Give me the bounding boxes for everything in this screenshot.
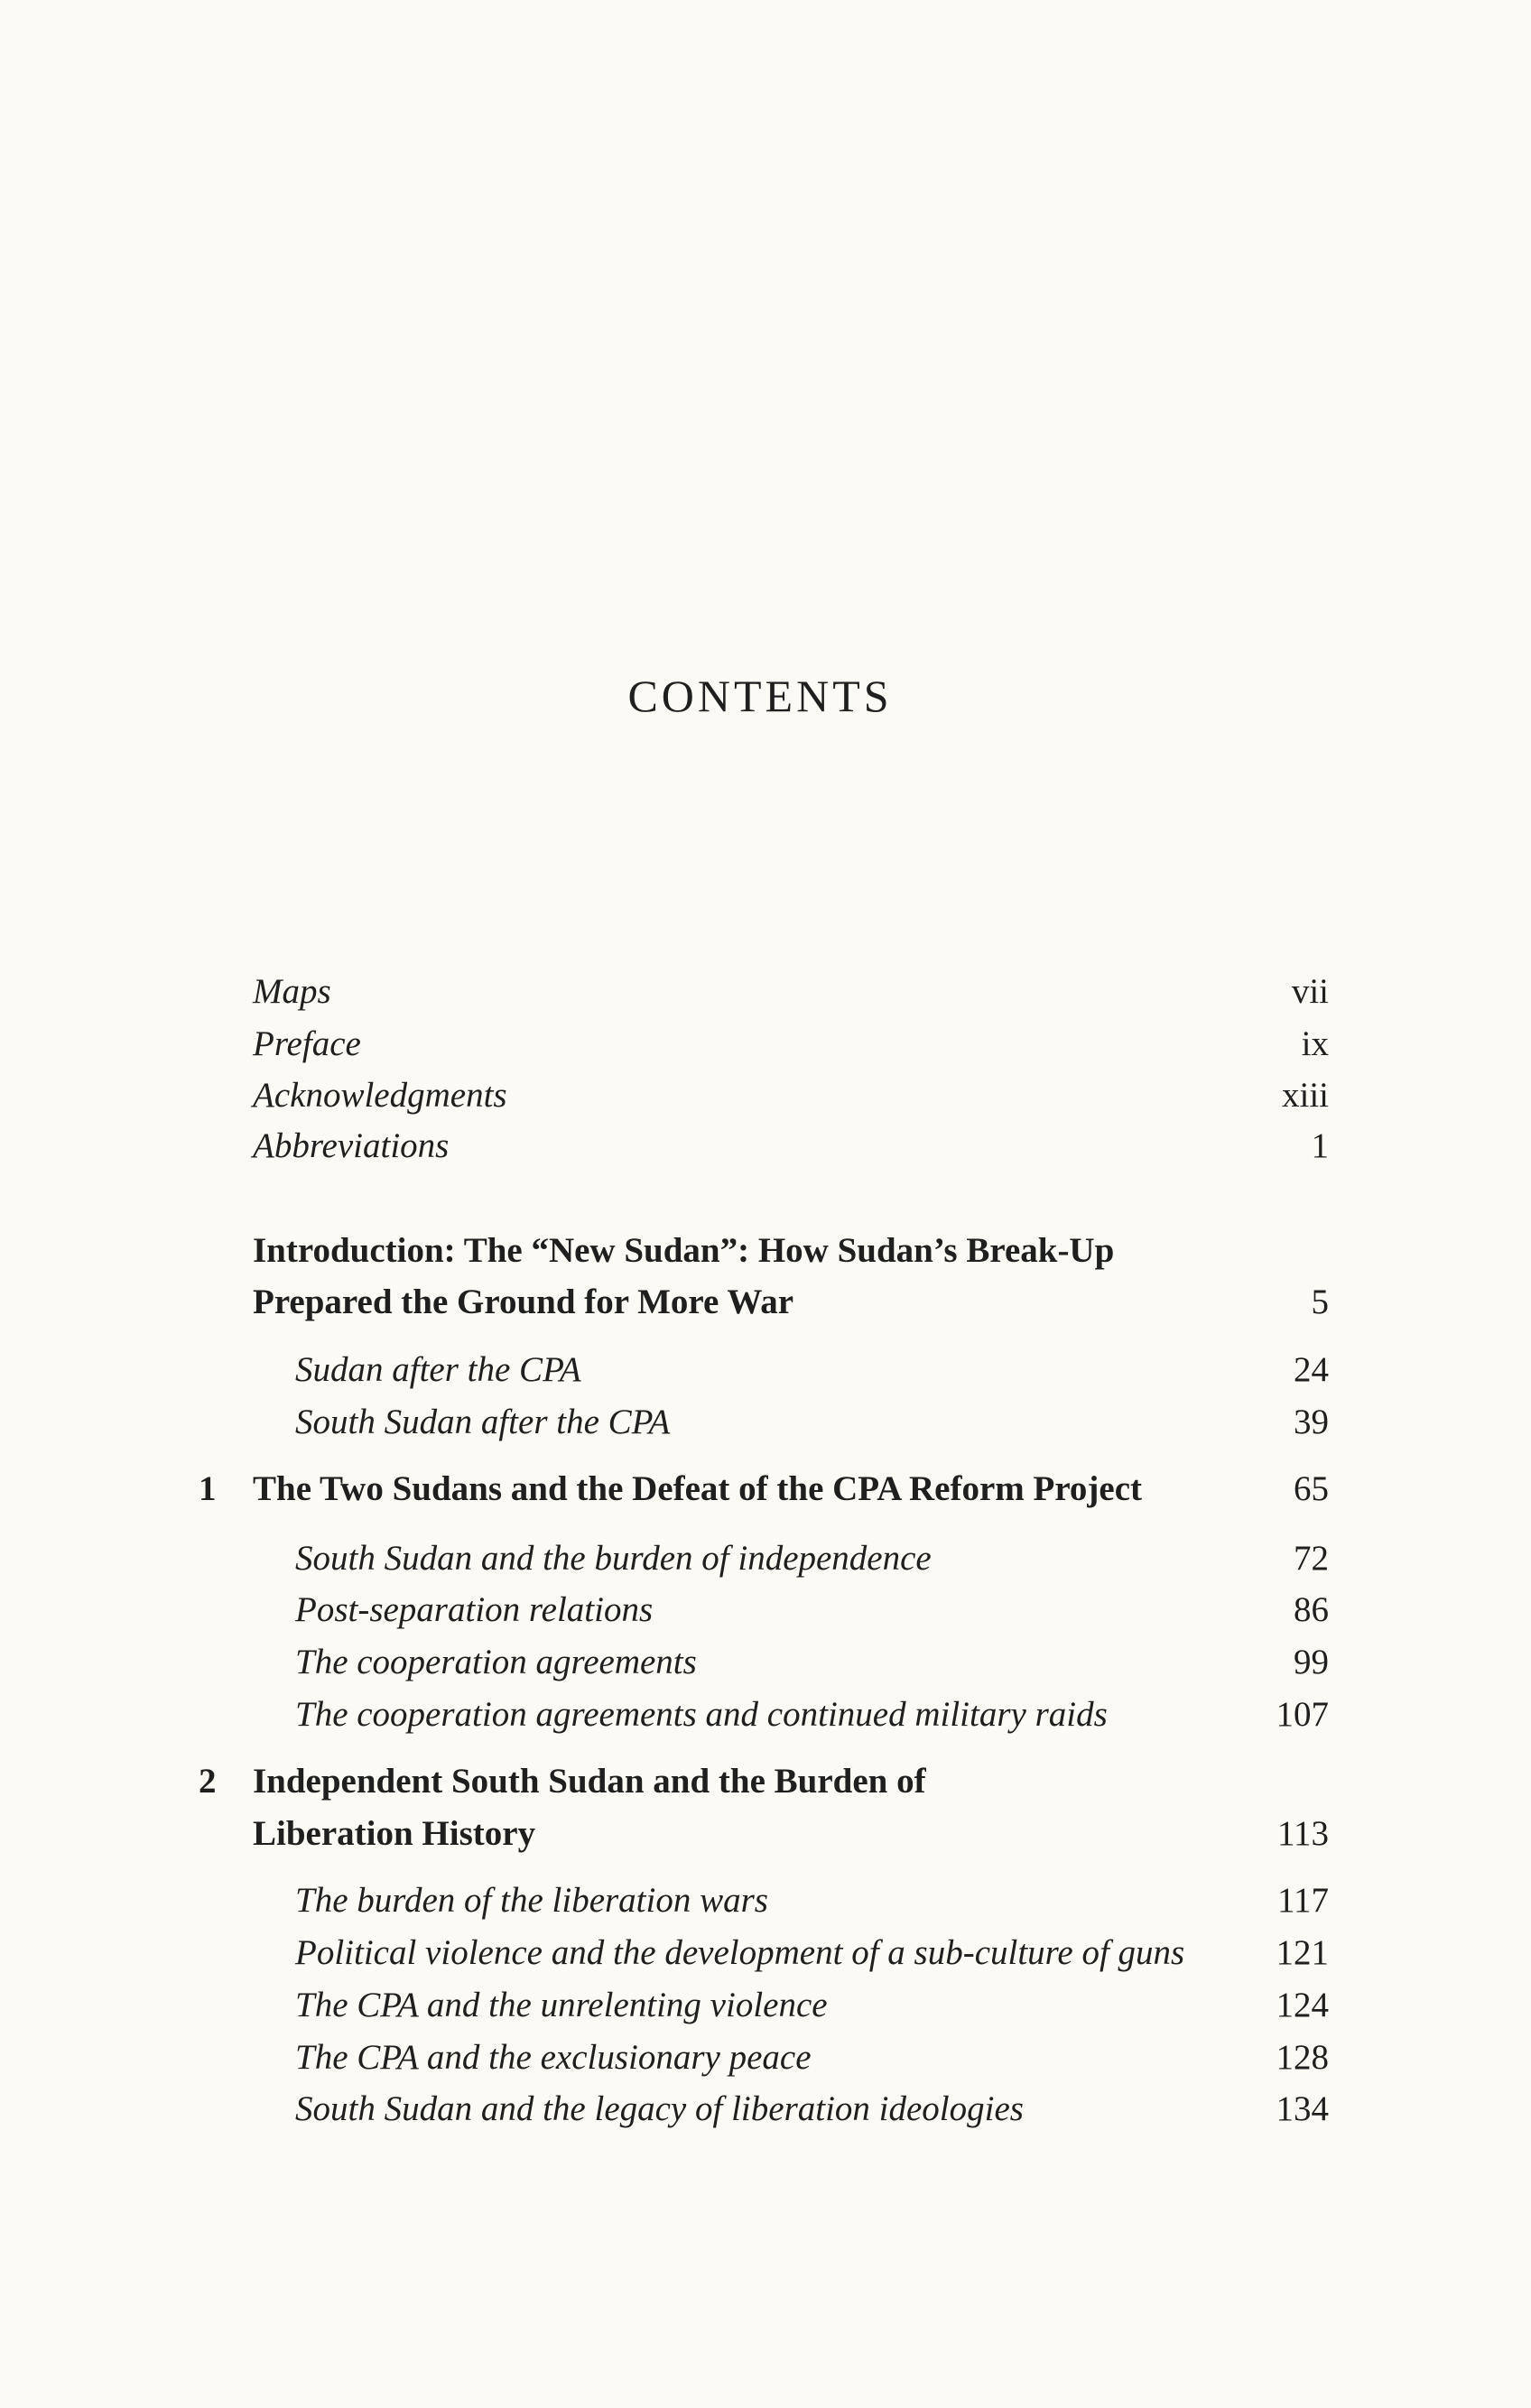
entry-page: 86 [1294,1590,1329,1629]
toc-entry[interactable] [199,966,1329,1018]
entry-label: Post-separation relations [295,1590,654,1629]
entry-page: 134 [1276,2089,1329,2128]
toc-entry[interactable] [199,1070,1329,1122]
entry-page: 39 [1294,1403,1329,1441]
chapter-number: 1 [199,1469,217,1508]
toc-section[interactable] [199,2032,1329,2084]
toc-section[interactable] [199,1533,1329,1585]
toc-section[interactable] [199,1584,1329,1636]
entry-label: The burden of the liberation wars [295,1881,768,1920]
entry-label: Abbreviations [253,1126,450,1165]
entry-label: South Sudan and the burden of independence [295,1539,932,1578]
toc-section[interactable] [199,1344,1329,1396]
toc-entry[interactable] [199,1018,1329,1070]
entry-page: vii [1291,972,1329,1011]
entry-label: South Sudan and the legacy of liberation ideologies [295,2089,1024,2128]
toc-section[interactable] [199,1927,1329,1979]
toc-section[interactable] [199,1396,1329,1449]
entry-label: South Sudan after the CPA [295,1403,671,1441]
toc-entry[interactable] [199,1120,1329,1172]
entry-page: 113 [1276,1814,1329,1853]
toc-introduction-cont[interactable] [199,1276,1329,1329]
entry-page: 128 [1276,2038,1329,2077]
toc-introduction[interactable] [199,1225,1329,1277]
entry-label: Maps [253,972,331,1011]
entry-label: Introduction: The “New Sudan”: How Sudan’s Break-Up [253,1231,1115,1270]
toc-section[interactable] [199,2083,1329,2135]
entry-label: The cooperation agreements [295,1643,697,1681]
entry-page: 1 [1311,1126,1329,1165]
entry-label: Preface [253,1024,361,1063]
toc-section[interactable] [199,1875,1329,1927]
entry-page: xiii [1281,1076,1329,1115]
entry-label: Acknowledgments [253,1076,507,1115]
entry-label: Political violence and the development of a sub-culture of guns [295,1933,1185,1972]
entry-label: The Two Sudans and the Defeat of the CPA Reform Project [253,1469,1143,1508]
entry-page: 99 [1294,1643,1329,1681]
toc-section[interactable] [199,1979,1329,2032]
chapter-number: 2 [199,1762,217,1801]
toc-section[interactable] [199,1689,1329,1741]
entry-page: 117 [1276,1881,1329,1920]
toc-chapter-cont[interactable] [199,1808,1329,1860]
entry-label: The CPA and the exclusionary peace [295,2038,812,2077]
entry-label: Independent South Sudan and the Burden of [253,1762,926,1801]
entry-page: 121 [1276,1933,1329,1972]
entry-page: 24 [1294,1350,1329,1389]
entry-page: 124 [1276,1986,1329,2024]
entry-page: 107 [1276,1695,1329,1734]
toc-section[interactable] [199,1636,1329,1689]
entry-page: 65 [1294,1469,1329,1508]
entry-label: The cooperation agreements and continued military raids [295,1695,1108,1734]
entry-page: ix [1301,1024,1329,1063]
toc-chapter[interactable] [199,1463,1329,1515]
entry-page: 72 [1294,1539,1329,1578]
entry-label: Sudan after the CPA [295,1350,581,1389]
entry-label: The CPA and the unrelenting violence [295,1986,828,2024]
entry-label: Prepared the Ground for More War [253,1283,794,1321]
toc-chapter[interactable] [199,1755,1329,1808]
entry-label: Liberation History [253,1814,536,1853]
page-title: CONTENTS [627,671,893,721]
entry-page: 5 [1311,1283,1329,1321]
